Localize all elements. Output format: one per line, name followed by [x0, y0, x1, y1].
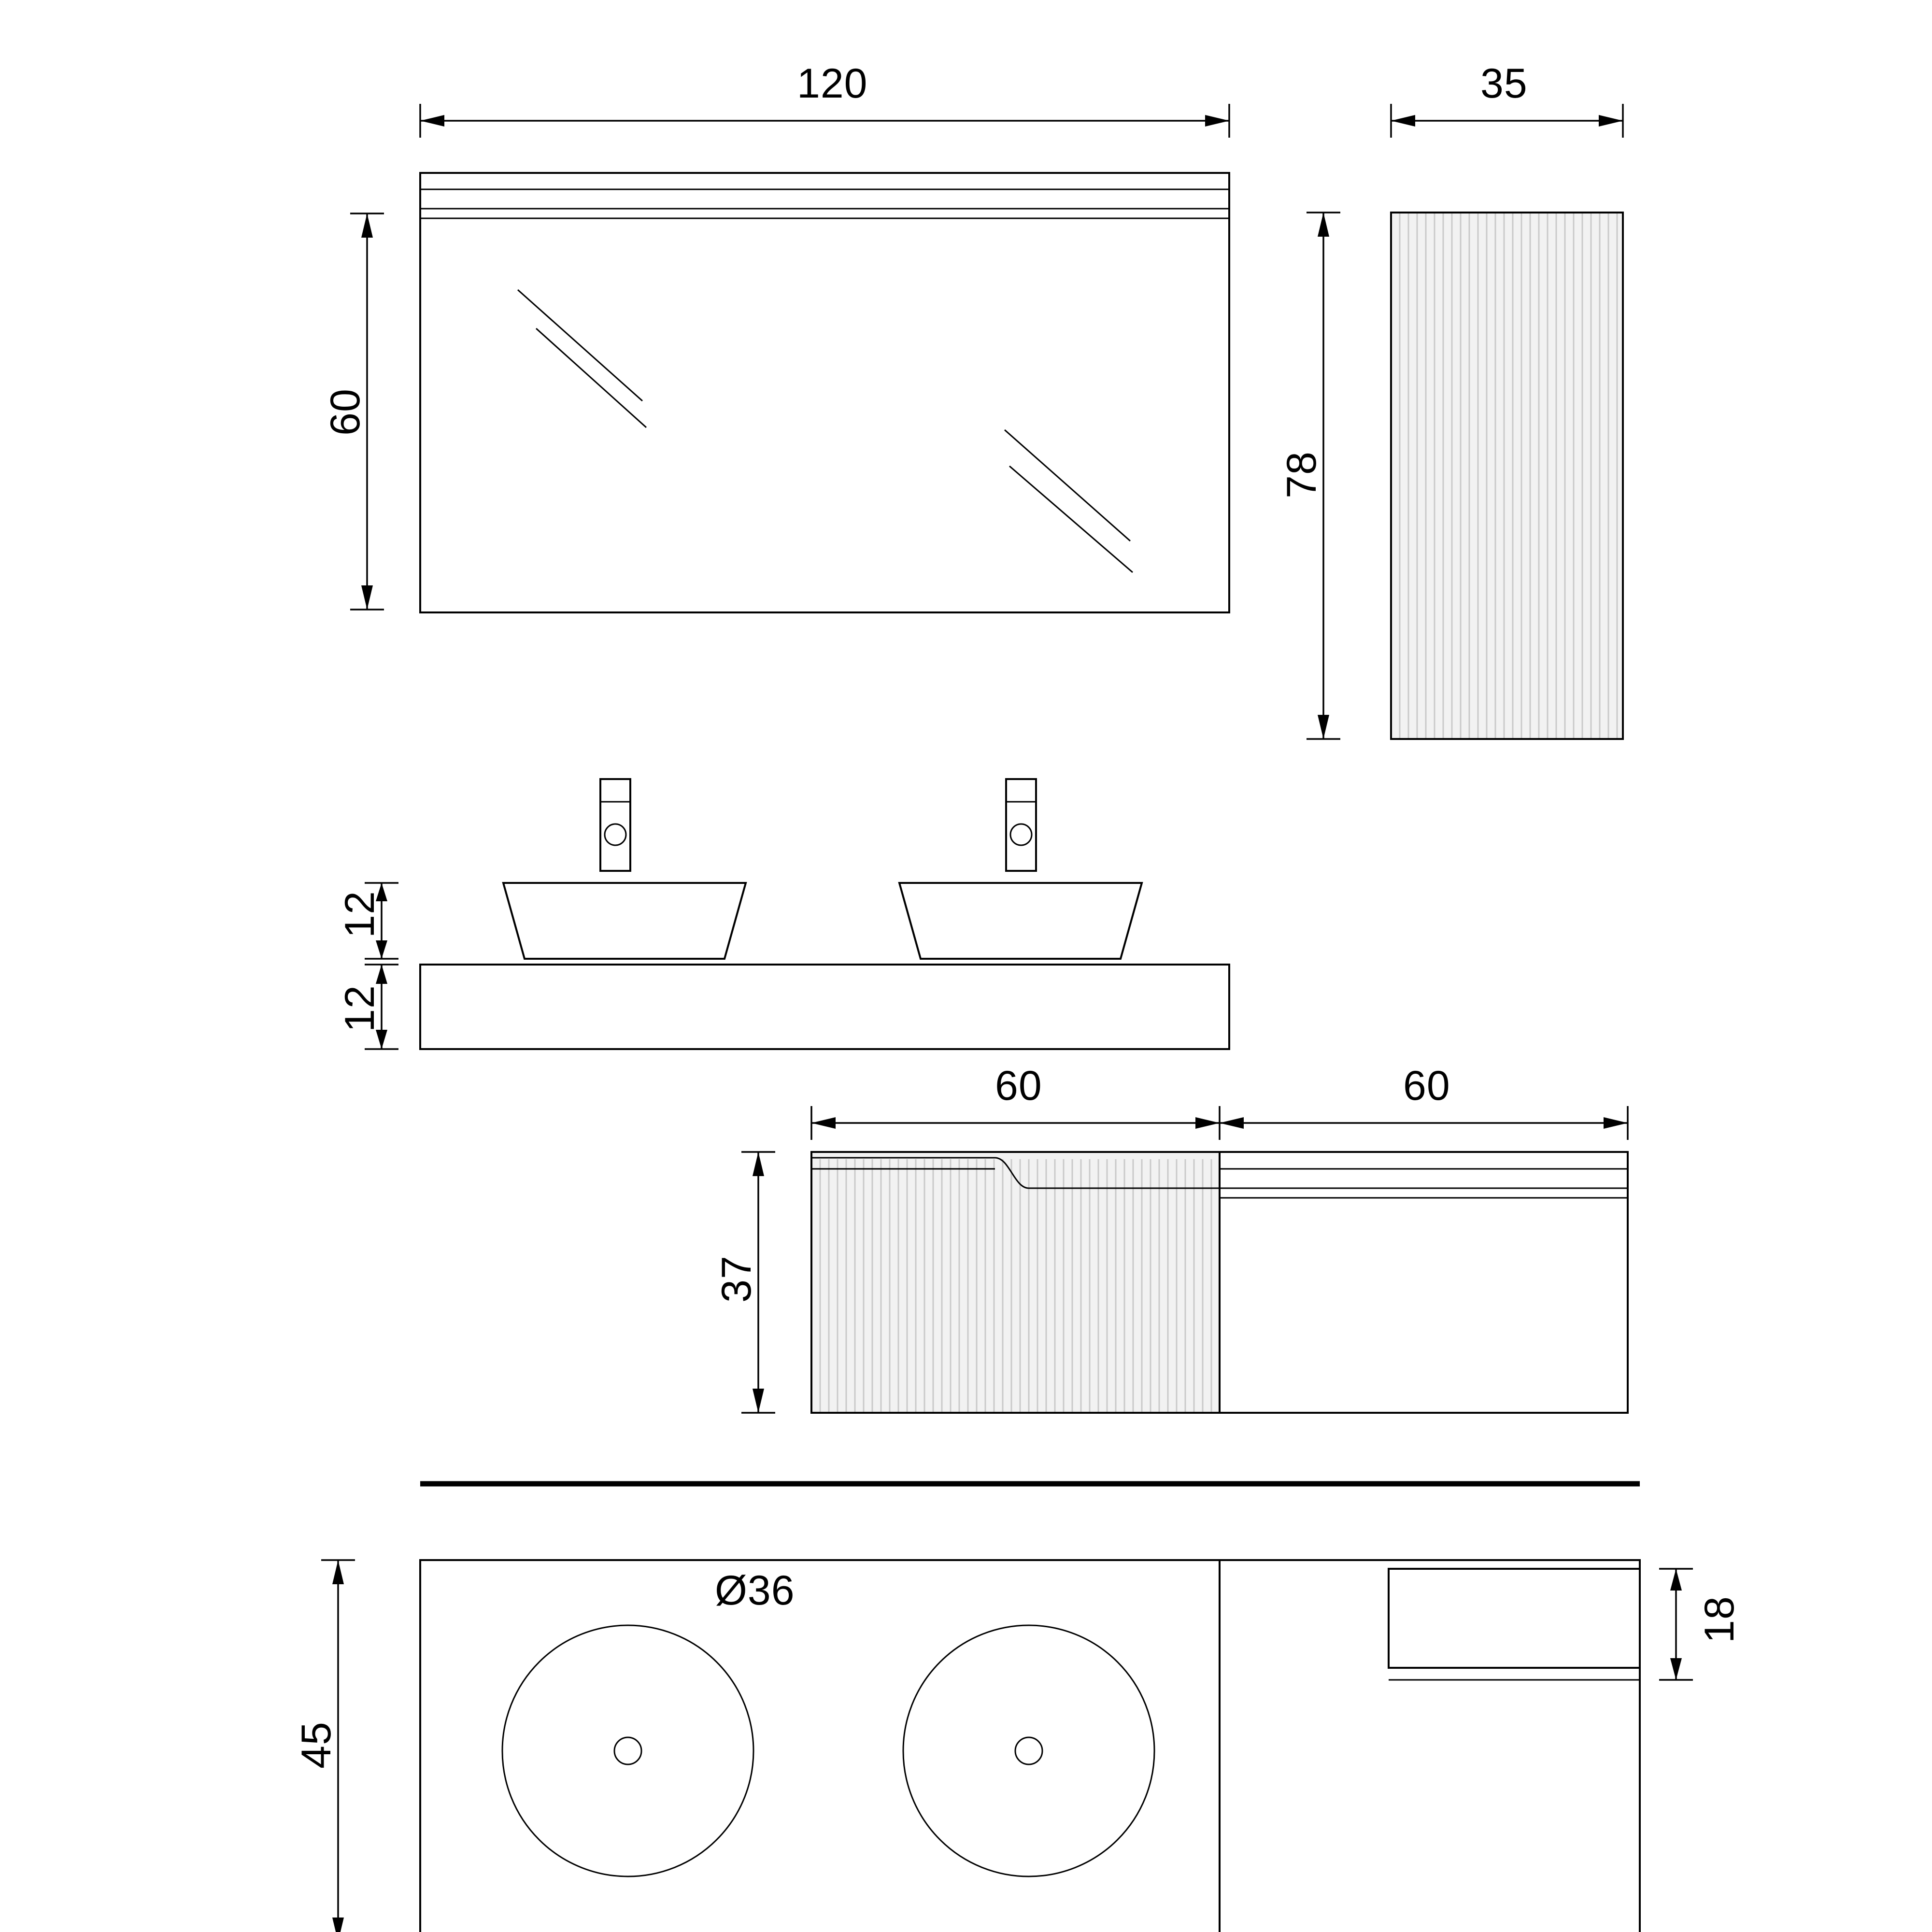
dim-label-mirror-height: 60: [322, 388, 369, 436]
tall-unit-front-elevation: [1391, 213, 1623, 739]
dim-cabinet-right-width: [1220, 1106, 1628, 1140]
cabinet-front-elevation: [811, 1152, 1628, 1413]
dim-cabinet-left-width: [811, 1106, 1220, 1140]
dim-label-plan-depth: 45: [293, 1721, 340, 1769]
dim-label-tall-unit-width: 35: [1480, 60, 1528, 107]
dim-label-counter-height: 12: [337, 985, 383, 1032]
dim-label-mirror-width: 120: [797, 60, 868, 107]
basin-and-countertop-section: [420, 779, 1229, 1049]
dim-label-shelf-depth: 18: [1696, 1596, 1743, 1643]
dim-shelf-depth: [1659, 1569, 1693, 1680]
countertop-plan-view: [420, 1560, 1640, 1932]
mirror-front-elevation: [420, 173, 1229, 612]
dim-tall-unit-width: [1391, 104, 1623, 138]
dim-label-cabinet-right-width: 60: [1403, 1063, 1450, 1109]
dim-label-cabinet-left-width: 60: [995, 1063, 1042, 1109]
dim-mirror-width: [420, 104, 1229, 138]
dim-label-tall-unit-height: 78: [1279, 451, 1325, 498]
dim-label-basin-height: 12: [337, 891, 383, 938]
dim-label-basin-diameter: Ø36: [715, 1567, 795, 1614]
dim-label-cabinet-height: 37: [713, 1255, 760, 1303]
